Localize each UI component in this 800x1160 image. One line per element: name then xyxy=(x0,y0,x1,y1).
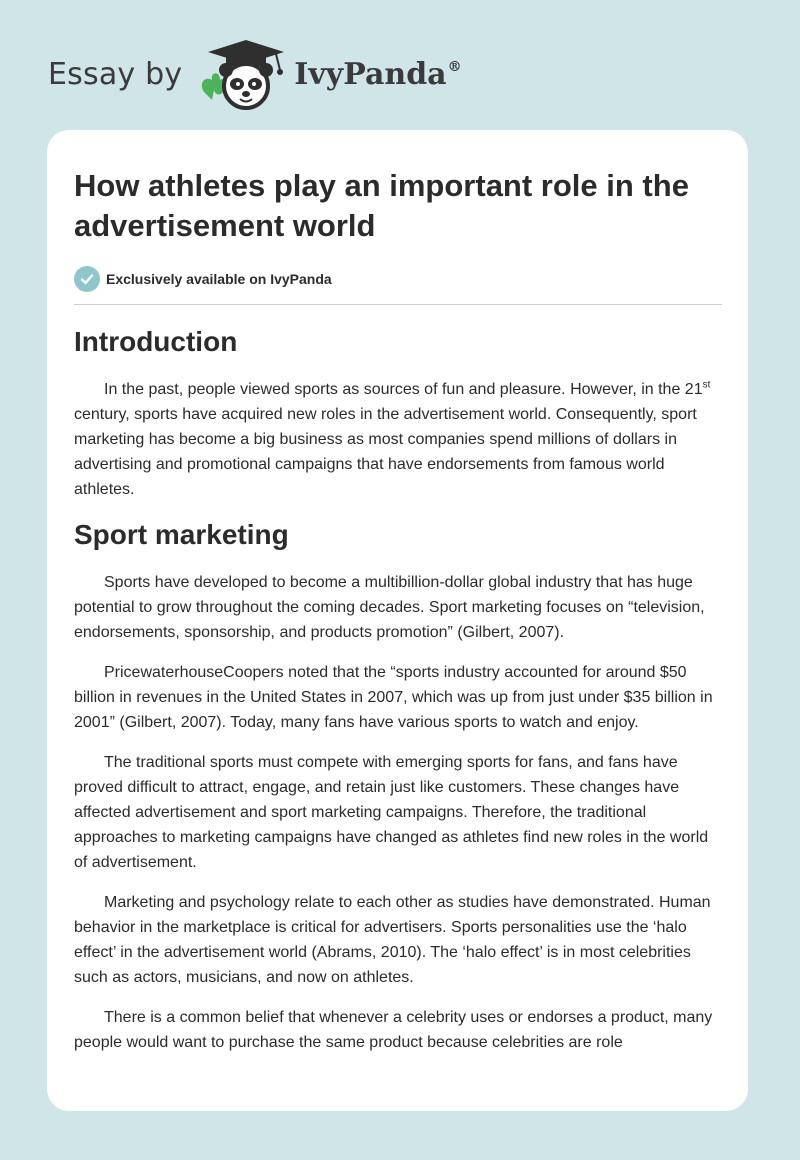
section-heading-introduction: Introduction xyxy=(74,326,238,357)
paragraph: There is a common belief that whenever a celebrity uses or endorses a product, many people would want to purchase the same product because celebrities are role xyxy=(74,1009,713,1051)
divider xyxy=(74,304,722,305)
page-title: How athletes play an important role in the advertisement world xyxy=(74,168,689,243)
section-heading-sport-marketing: Sport marketing xyxy=(74,519,289,550)
essay-by-label: Essay by xyxy=(48,56,183,92)
check-circle-icon xyxy=(74,266,100,292)
paragraph: PricewaterhouseCoopers noted that the “sports industry accounted for around $50 billion in revenues in the United States in 2007, which was up from just under $35 billion in 2001” (Gilbert, 2007). Today, many fans have various sports to watch and enjoy. xyxy=(74,664,713,731)
paragraph: In the past, people viewed sports as sources of fun and pleasure. However, in the 21st century, sports have acquired new roles in the advertisement world. Consequently, sport marketing has become a big business as most companies spend millions of dollars in advertising and promotional campaigns that have endorsements from famous world athletes. xyxy=(74,379,711,498)
exclusive-badge xyxy=(74,266,722,292)
brand-name[interactable]: IvyPanda® xyxy=(294,56,462,92)
exclusive-badge-label: Exclusively available on IvyPanda xyxy=(106,271,332,287)
paragraph: Sports have developed to become a multibillion-dollar global industry that has huge potential to grow throughout the coming decades. Sport marketing focuses on “television, endorsements, sponsorship, and products promotion” (Gilbert, 2007). xyxy=(74,574,705,641)
paragraph: The traditional sports must compete with emerging sports for fans, and fans have proved difficult to attract, engage, and retain just like customers. These changes have affected advertisement and sport marketing campaigns. Therefore, the traditional approaches to marketing campaigns have changed as athletes find new roles in the world of advertisement. xyxy=(74,754,709,871)
paragraph: Marketing and psychology relate to each other as studies have demonstrated. Human behavior in the marketplace is critical for advertisers. Sports personalities use the ‘halo effect’ in the advertisement world (Abrams, 2010). The ‘halo effect’ is in most celebrities such as actors, musicians, and now on athletes. xyxy=(74,894,711,986)
site-header xyxy=(48,34,462,114)
panda-graduate-icon[interactable] xyxy=(196,36,288,112)
essay-card xyxy=(47,130,748,1111)
registered-mark: ® xyxy=(447,58,462,75)
